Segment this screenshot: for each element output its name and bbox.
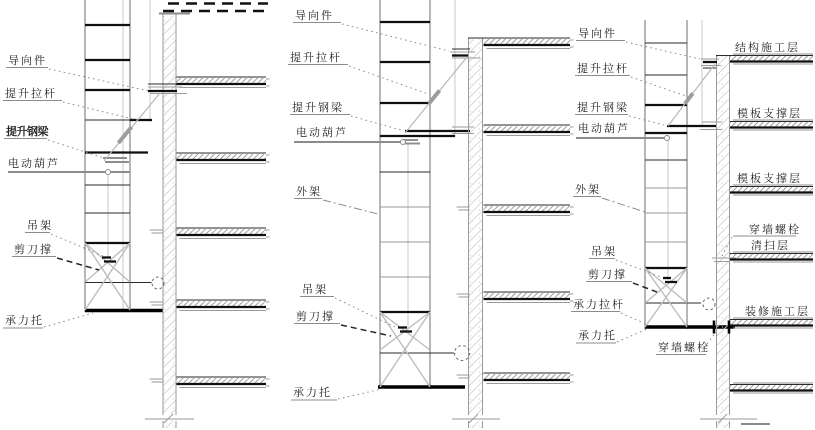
label-0: 结构施工层	[735, 42, 800, 54]
slab-hatch	[730, 56, 813, 61]
label-scissor: 剪刀撑	[14, 244, 53, 256]
wall-hatch	[469, 39, 483, 414]
leader-line	[602, 198, 645, 212]
detail-circle	[703, 298, 715, 310]
wall-hatch	[163, 16, 176, 414]
label-3: 穿墙螺栓	[749, 224, 801, 236]
wall-hatch	[717, 56, 730, 414]
label-5: 装修施工层	[745, 306, 810, 318]
detail-circle	[152, 277, 164, 289]
leader-line	[351, 116, 401, 130]
label-lift_beam: 提升钢梁	[577, 102, 629, 114]
leader-line	[338, 388, 386, 399]
hoist-hook-circle	[665, 136, 670, 141]
label-hoist: 电动葫芦	[8, 158, 60, 170]
leader-line	[621, 313, 646, 324]
lifting-tie-rod	[104, 93, 160, 161]
label-frame: 外架	[575, 184, 601, 196]
label-lift_rod: 提升拉杆	[290, 52, 342, 64]
leader-line	[63, 102, 137, 120]
slab-hatch	[730, 385, 813, 390]
label-hoist: 电动葫芦	[296, 127, 348, 139]
label-4: 清扫层	[751, 240, 790, 252]
slab-hatch	[730, 122, 813, 127]
leader-line	[341, 325, 391, 336]
turnbuckle	[685, 93, 693, 103]
label-hanger: 吊架	[302, 284, 328, 296]
label-hanger: 吊架	[591, 246, 617, 258]
right-diagram	[570, 20, 813, 428]
slab-hatch	[730, 320, 813, 325]
leader-line	[342, 24, 449, 51]
label-lift_rod: 提升拉杆	[577, 63, 629, 75]
label-guide: 导向件	[578, 28, 617, 40]
leader-line	[44, 313, 93, 327]
label-lift_beam: 提升钢梁	[6, 126, 48, 138]
label-hoist: 电动葫芦	[578, 123, 630, 135]
slab-hatch	[730, 254, 813, 259]
left-diagram	[3, 0, 270, 428]
leader-line	[626, 42, 700, 59]
label-2: 模板支撑层	[737, 173, 802, 185]
label-bearing: 承力托	[5, 315, 44, 327]
hoist-hook-circle	[401, 140, 406, 145]
label-bearing: 承力托	[293, 387, 332, 399]
label-1: 模板支撑层	[737, 108, 802, 120]
label-guide: 导向件	[8, 55, 47, 67]
label-hanger: 吊架	[27, 220, 53, 232]
slab-hatch	[730, 187, 813, 192]
turnbuckle	[429, 91, 440, 104]
label-scissor: 剪刀撑	[588, 269, 627, 281]
leader-line	[629, 116, 664, 125]
middle-diagram	[288, 0, 570, 428]
leader-line	[631, 77, 686, 96]
label-wall_bolt: 穿墙螺栓	[658, 342, 710, 354]
leader-line	[323, 200, 378, 214]
leader-line	[57, 258, 99, 270]
leader-line	[49, 69, 149, 91]
label-lift_rod: 提升拉杆	[5, 88, 57, 100]
label-bearing: 承力托	[578, 330, 617, 342]
detail-circle	[455, 346, 470, 361]
label-frame: 外架	[296, 186, 322, 198]
leader-line	[349, 66, 431, 95]
leader-line	[617, 329, 647, 342]
label-bearing_rod: 承力拉杆	[573, 299, 625, 311]
leader-line	[48, 140, 104, 158]
label-lift_beam: 提升钢梁	[292, 102, 344, 114]
label-guide: 导向件	[295, 10, 334, 22]
hoist-hook-circle	[106, 170, 111, 175]
label-scissor: 剪刀撑	[296, 311, 335, 323]
